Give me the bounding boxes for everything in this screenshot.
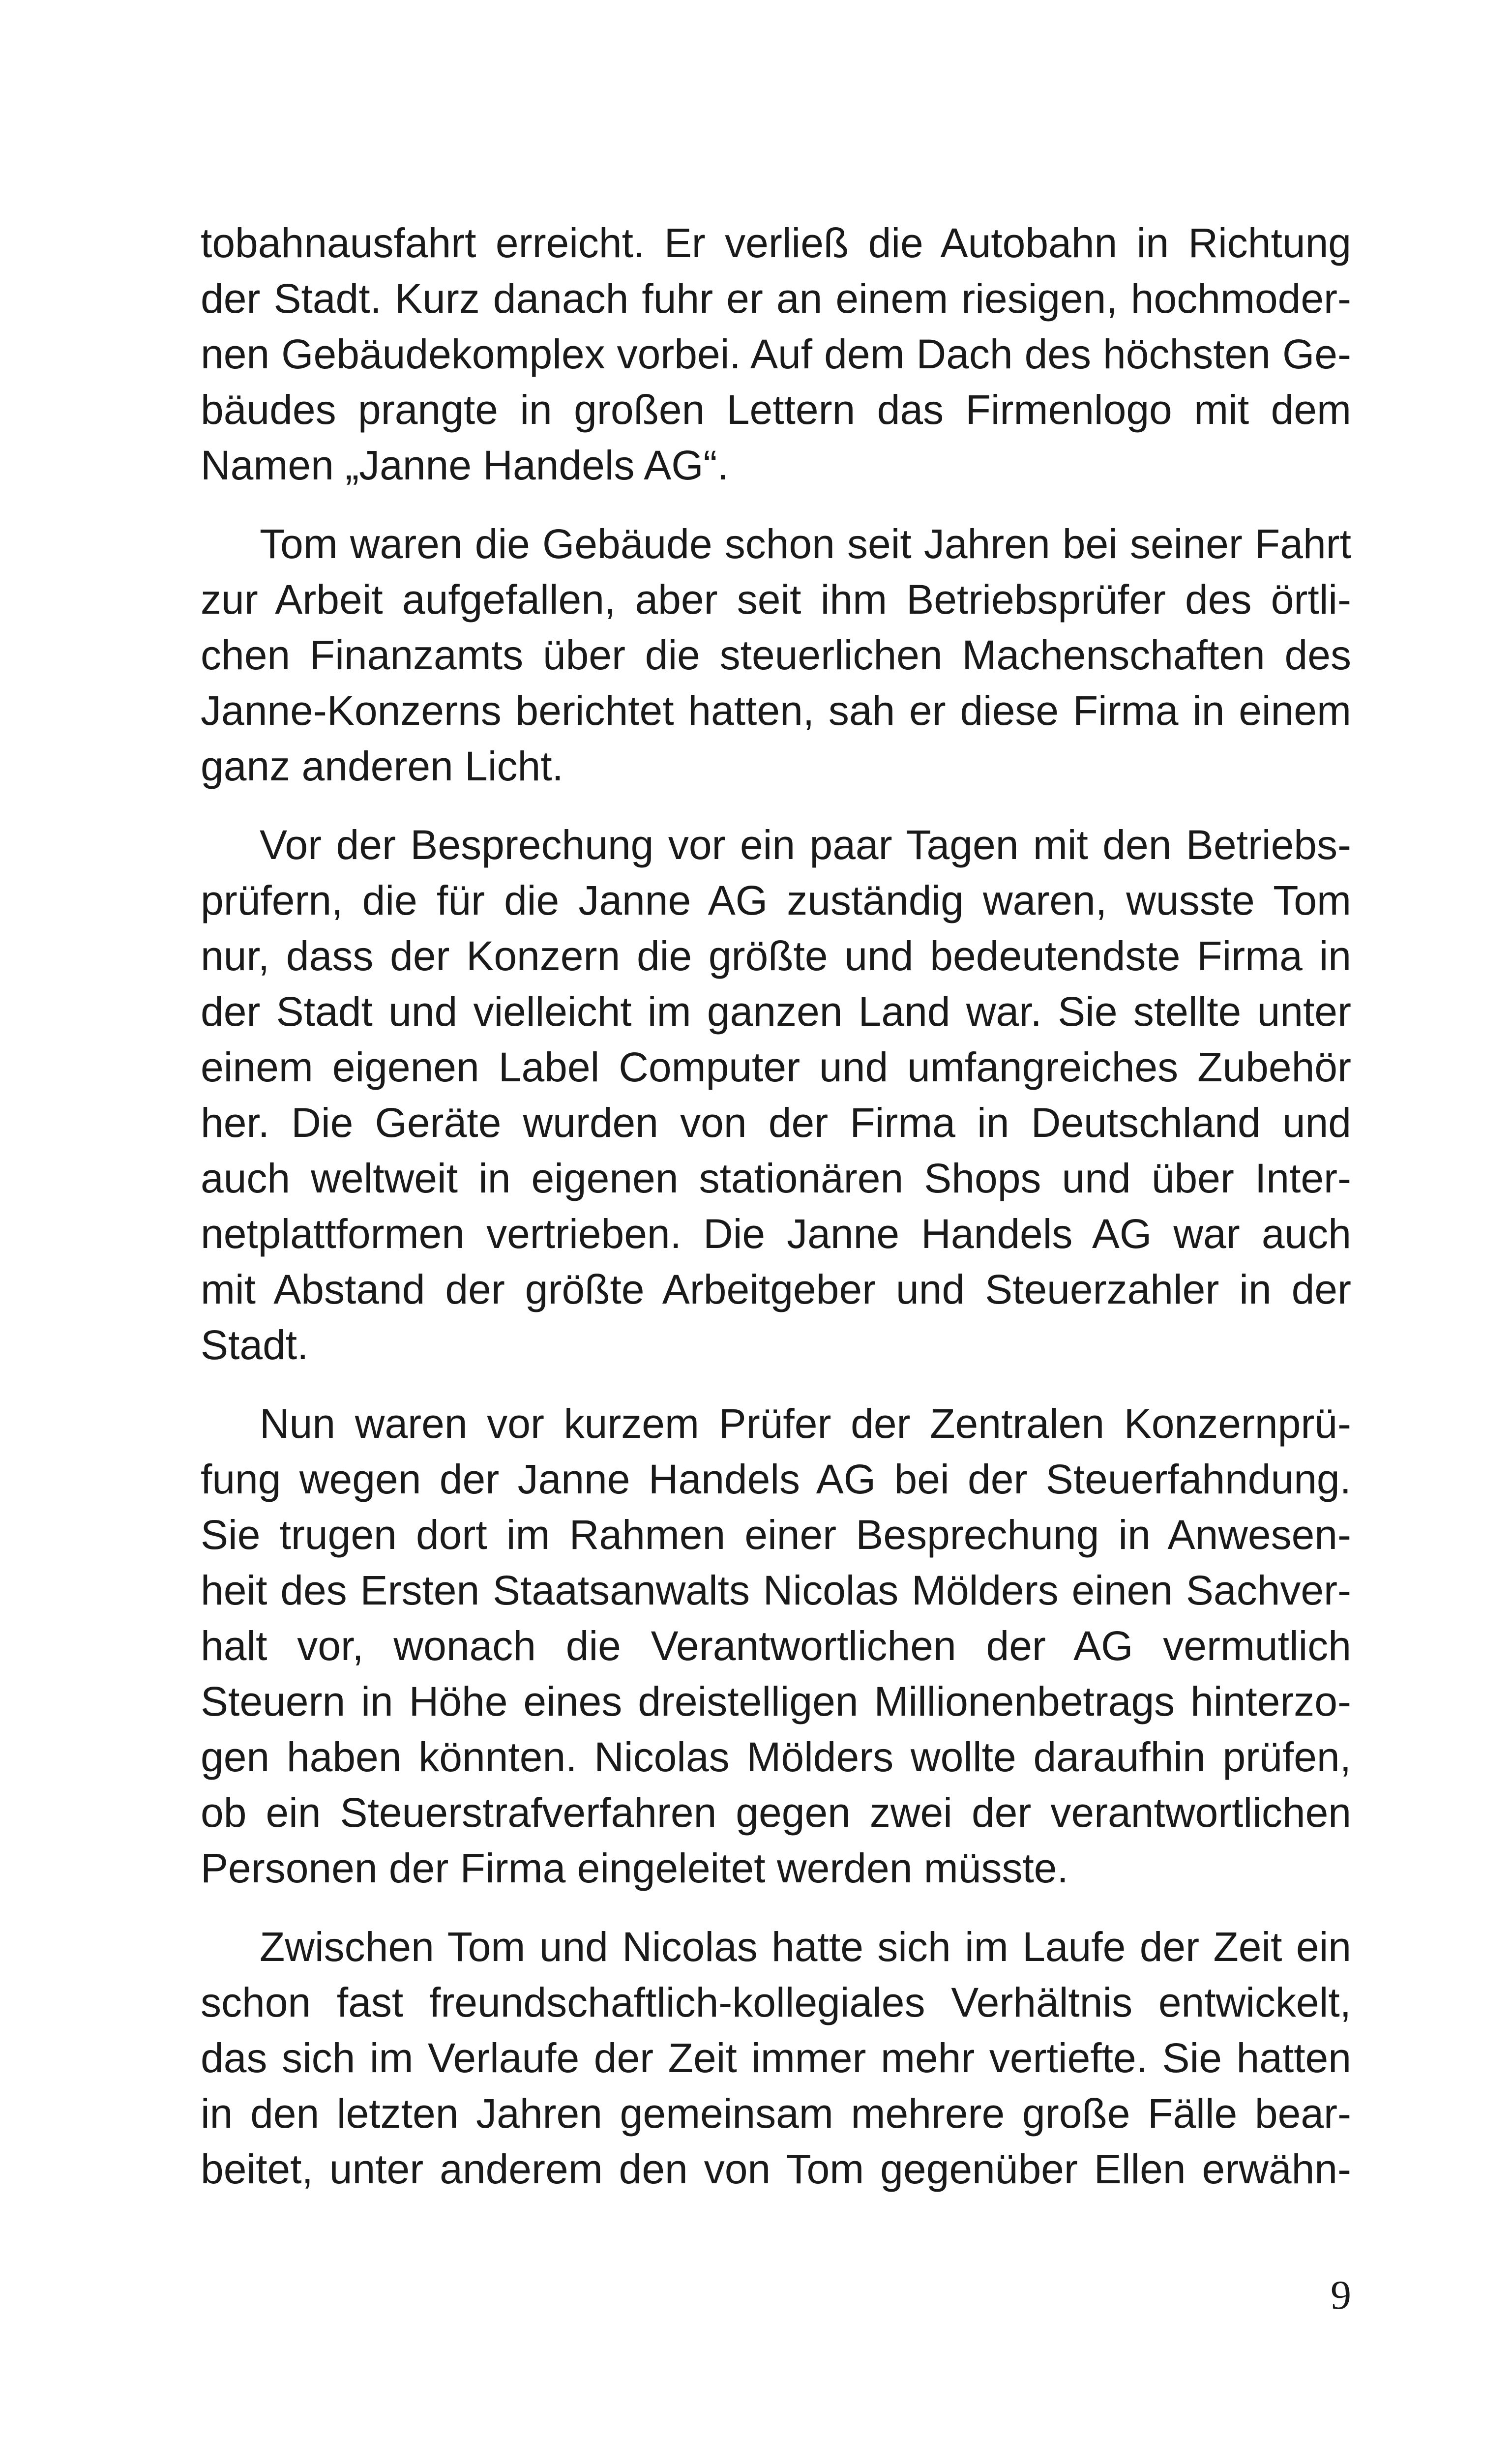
text-line: der Stadt und vielleicht im ganzen Land war. Sie stellte unter: [201, 988, 1351, 1035]
text-line: fung wegen der Janne Handels AG bei der Steuerfahndung.: [201, 1456, 1351, 1502]
text-line: der Stadt. Kurz danach fuhr er an einem riesigen, hochmoder-: [201, 275, 1351, 322]
text-line: nen Gebäudekomplex vorbei. Auf dem Dach des höchsten Ge-: [201, 331, 1351, 377]
text-line: ob ein Steuerstrafverfahren gegen zwei der verantwortlichen: [201, 1789, 1351, 1836]
text-line: mit Abstand der größte Arbeitgeber und Steuerzahler in der: [201, 1266, 1351, 1312]
paragraph: [201, 1919, 1351, 2197]
text-line: her. Die Geräte wurden von der Firma in Deutschland und: [201, 1100, 1351, 1146]
text-line: tobahnausfahrt erreicht. Er verließ die Autobahn in Richtung: [201, 220, 1351, 266]
text-line: Janne-Konzerns berichtet hatten, sah er diese Firma in einem: [201, 687, 1351, 734]
paragraph: [201, 215, 1351, 493]
text-line: auch weltweit in eigenen stationären Shops und über Inter-: [201, 1155, 1351, 1201]
text-line: Nun waren vor kurzem Prüfer der Zentralen Konzernprü-: [260, 1400, 1351, 1447]
text-line: einem eigenen Label Computer und umfangreiches Zubehör: [201, 1044, 1351, 1090]
text-line: bäudes prangte in großen Lettern das Firmenlogo mit dem: [201, 387, 1351, 433]
text-line: Tom waren die Gebäude schon seit Jahren bei seiner Fahrt: [260, 521, 1351, 567]
text-line: halt vor, wonach die Verantwortlichen der AG vermutlich: [201, 1623, 1351, 1669]
text-line: netplattformen vertrieben. Die Janne Handels AG war auch: [201, 1211, 1351, 1257]
text-line: beitet, unter anderem den von Tom gegenüber Ellen erwähn-: [201, 2146, 1351, 2192]
text-line: Zwischen Tom und Nicolas hatte sich im Laufe der Zeit ein: [260, 1924, 1351, 1970]
text-line: Vor der Besprechung vor ein paar Tagen mit den Betriebs-: [260, 822, 1351, 868]
text-line: das sich im Verlaufe der Zeit immer mehr vertiefte. Sie hatten: [201, 2035, 1351, 2081]
text-line: in den letzten Jahren gemeinsam mehrere große Fälle bear-: [201, 2090, 1351, 2137]
text-line: Personen der Firma eingeleitet werden müsste.: [201, 1845, 1068, 1891]
text-line: prüfern, die für die Janne AG zuständig waren, wusste Tom: [201, 877, 1351, 923]
text-line: nur, dass der Konzern die größte und bedeutendste Firma in: [201, 933, 1351, 979]
text-line: chen Finanzamts über die steuerlichen Machenschaften des: [201, 632, 1351, 678]
text-line: heit des Ersten Staatsanwalts Nicolas Mölders einen Sachver-: [201, 1567, 1351, 1613]
text-line: gen haben könnten. Nicolas Mölders wollte daraufhin prüfen,: [201, 1734, 1351, 1780]
text-line: Sie trugen dort im Rahmen einer Besprechung in Anwesen-: [201, 1512, 1351, 1558]
paragraph: [201, 1396, 1351, 1896]
text-line: zur Arbeit aufgefallen, aber seit ihm Betriebsprüfer des örtli-: [201, 576, 1351, 623]
text-line: Stadt.: [201, 1322, 309, 1368]
page-number: 9: [1331, 2272, 1351, 2318]
text-line: schon fast freundschaftlich-kollegiales Verhältnis entwickelt,: [201, 1979, 1351, 2025]
text-line: ganz anderen Licht.: [201, 743, 563, 789]
text-line: Steuern in Höhe eines dreistelligen Millionenbetrags hinterzo-: [201, 1678, 1351, 1724]
text-line: Namen „Janne Handels AG“.: [201, 442, 729, 488]
body-text: [201, 215, 1351, 2197]
paragraph: [201, 516, 1351, 794]
paragraph: [201, 817, 1351, 1373]
